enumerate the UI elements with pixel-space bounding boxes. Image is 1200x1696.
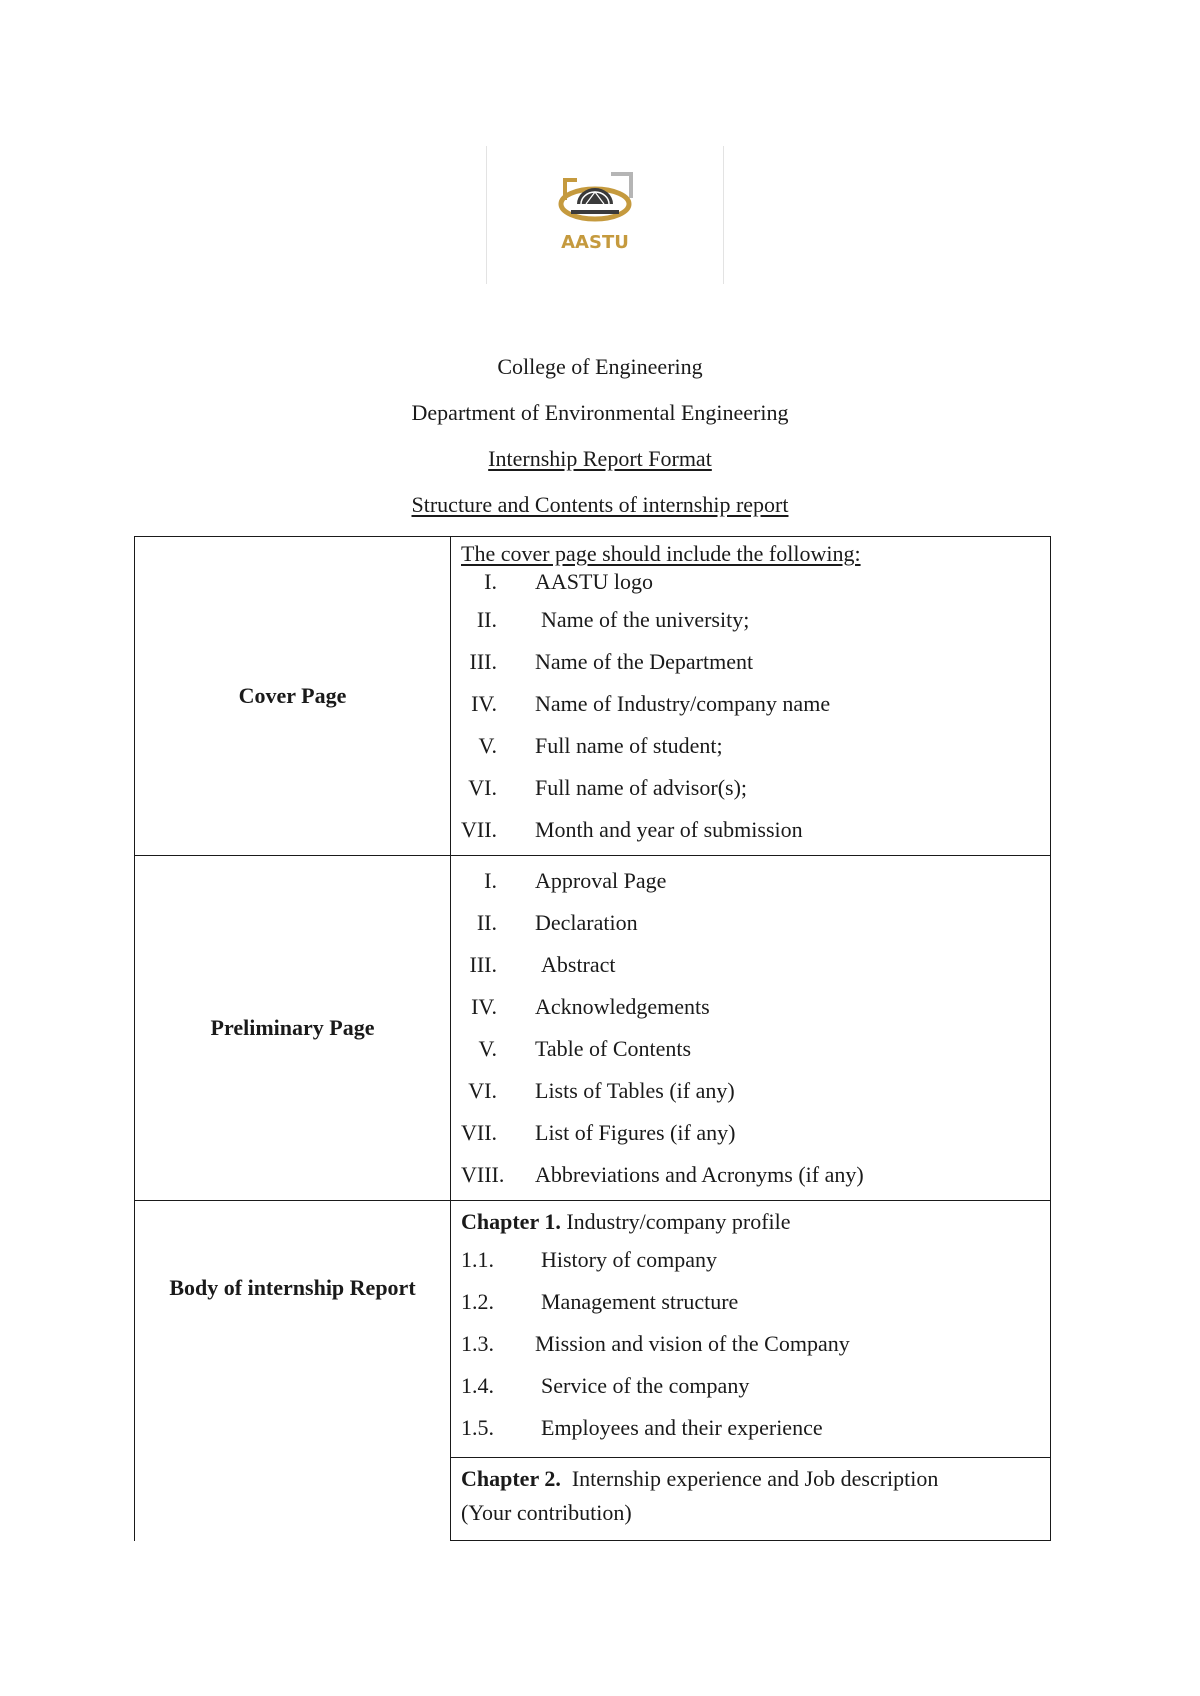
list-item: 1.5. Employees and their experience bbox=[461, 1415, 823, 1440]
list-item: VII. Month and year of submission bbox=[461, 817, 803, 842]
chapter2-content bbox=[451, 1458, 1051, 1541]
list-item: V. Table of Contents bbox=[478, 1036, 692, 1061]
structure-heading: Structure and Contents of internship report bbox=[411, 492, 789, 517]
chapter1-content bbox=[451, 1201, 1051, 1458]
list-item: II. Declaration bbox=[476, 910, 638, 935]
chapter2-line2: (Your contribution) bbox=[461, 1500, 632, 1525]
list-item: IV. Name of Industry/company name bbox=[471, 691, 831, 716]
list-item: II. Name of the university; bbox=[476, 607, 750, 632]
body-label bbox=[135, 1201, 451, 1541]
format-heading-wrap bbox=[0, 446, 1200, 472]
aastu-logo bbox=[533, 166, 673, 256]
cover-content bbox=[451, 537, 1051, 856]
structure-heading-wrap bbox=[0, 492, 1200, 518]
list-item: 1.4. Service of the company bbox=[461, 1373, 750, 1398]
list-item: I. AASTU logo bbox=[484, 569, 653, 594]
list-item: VI. Full name of advisor(s); bbox=[468, 775, 748, 800]
list-item: VII. List of Figures (if any) bbox=[461, 1120, 736, 1145]
chapter2-heading: Chapter 2. Internship experience and Job description bbox=[461, 1466, 939, 1491]
cover-row bbox=[135, 537, 1051, 856]
department-heading: Department of Environmental Engineering bbox=[411, 400, 789, 425]
logo-frame bbox=[486, 146, 724, 284]
cover-intro: The cover page should include the following: bbox=[461, 541, 861, 566]
list-item: VIII. Abbreviations and Acronyms (if any) bbox=[461, 1162, 864, 1187]
svg-text:AASTU: AASTU bbox=[561, 232, 629, 253]
list-item: III. Name of the Department bbox=[469, 649, 754, 674]
preliminary-content bbox=[451, 856, 1051, 1201]
cover-label: Cover Page bbox=[135, 537, 451, 856]
body-label-text: Body of internship Report bbox=[169, 1274, 416, 1300]
preliminary-row bbox=[135, 856, 1051, 1201]
list-item: V. Full name of student; bbox=[478, 733, 723, 758]
list-item: 1.3. Mission and vision of the Company bbox=[461, 1331, 850, 1356]
list-item: IV. Acknowledgements bbox=[471, 994, 710, 1019]
college-heading: College of Engineering bbox=[497, 354, 703, 379]
list-item: 1.1. History of company bbox=[461, 1247, 717, 1272]
list-item: 1.2. Management structure bbox=[461, 1289, 739, 1314]
report-structure-table bbox=[134, 536, 1051, 1541]
list-item: III. Abstract bbox=[469, 952, 616, 977]
chapter1-heading: Chapter 1. Industry/company profile bbox=[461, 1209, 791, 1234]
list-item: I. Approval Page bbox=[484, 868, 667, 893]
format-heading: Internship Report Format bbox=[488, 446, 712, 471]
body-row bbox=[135, 1201, 1051, 1458]
list-item: VI. Lists of Tables (if any) bbox=[468, 1078, 735, 1103]
preliminary-label: Preliminary Page bbox=[135, 856, 451, 1201]
